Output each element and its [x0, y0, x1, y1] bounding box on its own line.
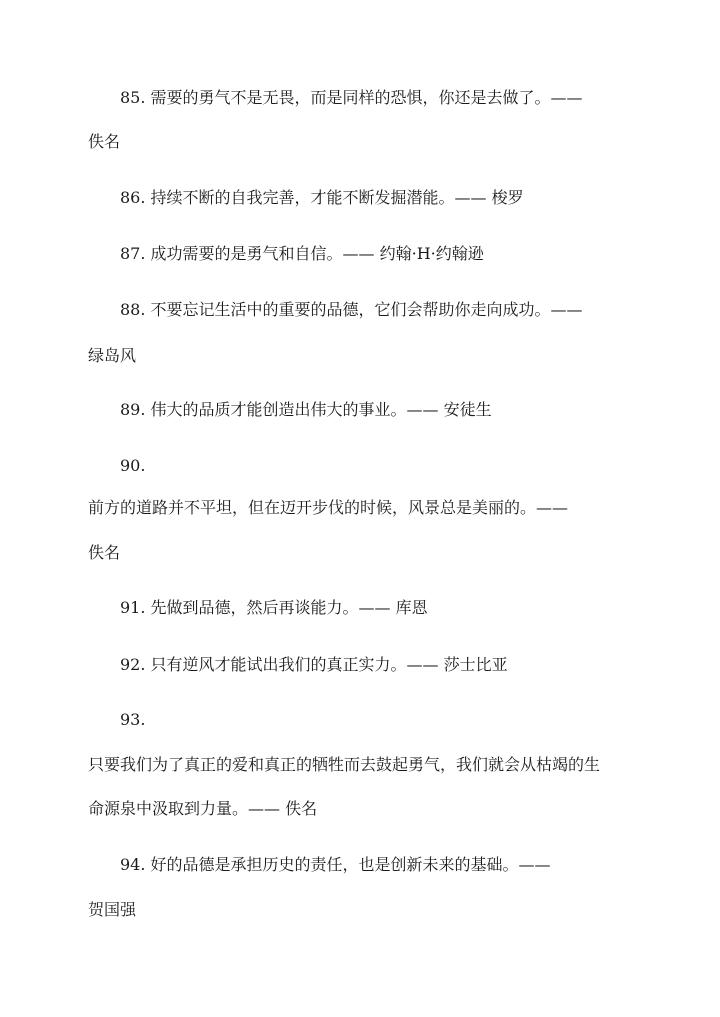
quote-89: 89. 伟大的品质才能创造出伟大的事业。—— 安徒生 — [120, 400, 492, 419]
quote-87: 87. 成功需要的是勇气和自信。—— 约翰·H·约翰逊 — [120, 244, 484, 263]
quote-93-line-1: 只要我们为了真正的爱和真正的牺牲而去鼓起勇气，我们就会从枯竭的生 — [88, 755, 601, 774]
quote-94-line-1: 94. 好的品德是承担历史的责任，也是创新未来的基础。—— — [120, 855, 551, 874]
quote-85-line-1: 85. 需要的勇气不是无畏，而是同样的恐惧，你还是去做了。—— — [120, 88, 583, 107]
quote-88-line-1: 88. 不要忘记生活中的重要的品德，它们会帮助你走向成功。—— — [120, 300, 583, 319]
quote-88-author: 绿岛风 — [88, 346, 137, 365]
quote-92: 92. 只有逆风才能试出我们的真正实力。—— 莎士比亚 — [120, 655, 508, 674]
quote-90-line-1: 前方的道路并不平坦，但在迈开步伐的时候，风景总是美丽的。—— — [88, 498, 569, 517]
quote-85-author: 佚名 — [88, 132, 121, 151]
quote-91: 91. 先做到品德，然后再谈能力。—— 库恩 — [120, 598, 428, 617]
quote-90-number: 90. — [120, 456, 146, 475]
quote-94-author: 贺国强 — [88, 900, 137, 919]
quote-86: 86. 持续不断的自我完善，才能不断发掘潜能。—— 梭罗 — [120, 188, 524, 207]
quote-93-line-2: 命源泉中汲取到力量。—— 佚名 — [88, 799, 318, 818]
quote-90-author: 佚名 — [88, 543, 121, 562]
quote-93-number: 93. — [120, 710, 146, 729]
